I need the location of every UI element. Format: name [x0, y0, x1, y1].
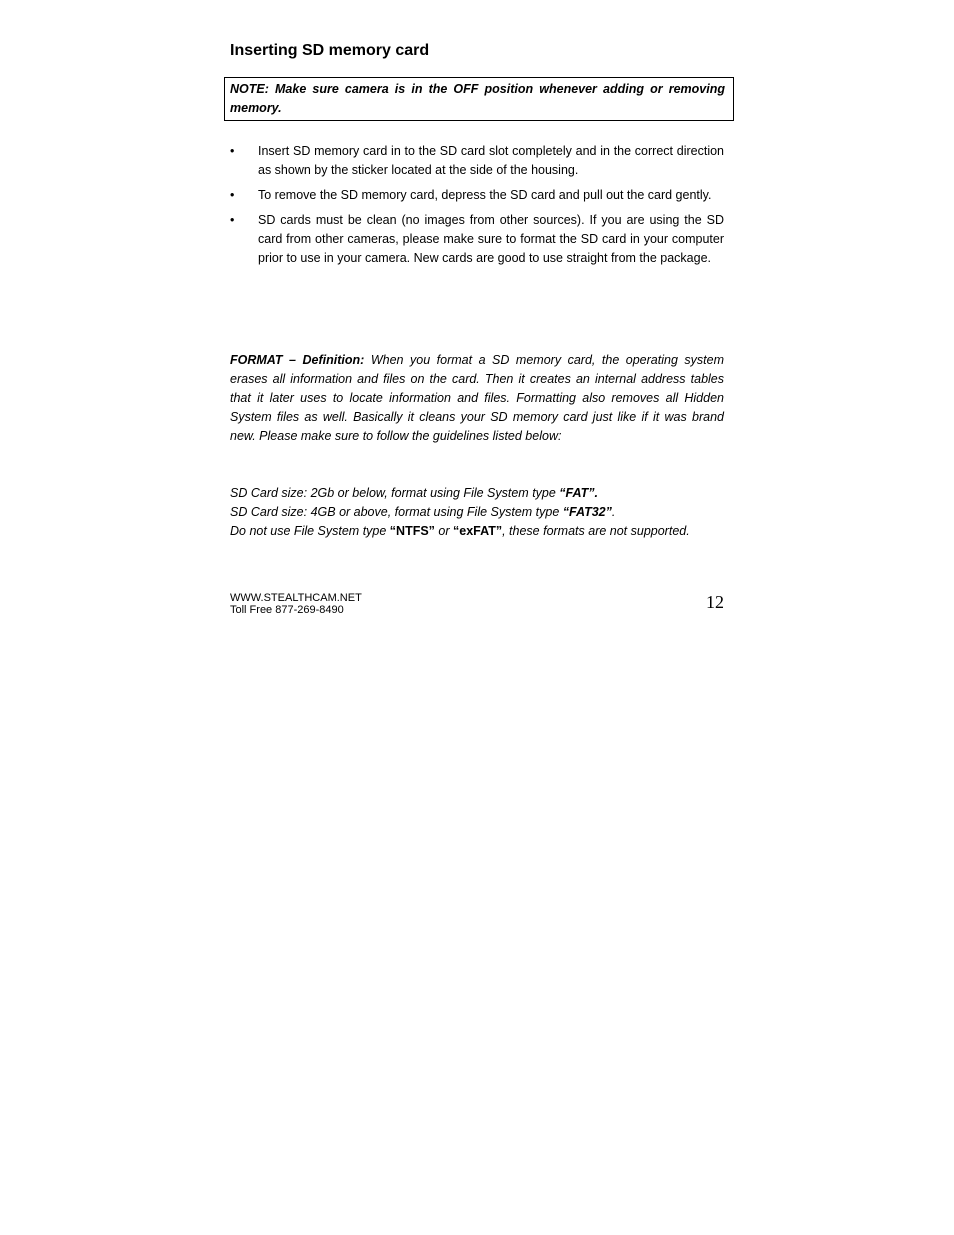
list-item [230, 211, 724, 268]
list-item [230, 142, 724, 180]
footer-contact [230, 592, 362, 616]
sd-size-line-fat32-value: “FAT32” [562, 505, 612, 519]
format-definition-body: When you format a SD memory card, the operating system erases all information and files on the card. Then it creates an internal address tables that it later uses to locate information and files. Formatting also removes all Hidden System files as well. Basically it cleans your SD memory card just like if it was brand new. Please make sure to follow the guidelines listed below: [230, 353, 724, 443]
bullet-icon: • [230, 213, 235, 227]
sd-size-guidelines [230, 484, 724, 541]
unsupported-start: Do not use File System type [230, 524, 390, 538]
footer-phone: Toll Free 877-269-8490 [230, 604, 344, 616]
list-item [230, 186, 724, 205]
footer-website: WWW.STEALTHCAM.NET [230, 592, 362, 604]
format-definition-lead: FORMAT – Definition: [230, 353, 365, 367]
sd-size-line-fat32-end: . [611, 505, 616, 519]
unsupported-end: , these formats are not supported. [502, 524, 690, 538]
bullet-list [230, 142, 724, 274]
bullet-icon: • [230, 144, 235, 158]
page-number: 12 [706, 592, 724, 612]
format-definition [230, 351, 724, 446]
note-box: NOTE: Make sure camera is in the OFF position whenever adding or removing memory. [224, 77, 734, 121]
page-title: Inserting SD memory card [230, 42, 430, 59]
bullet-icon: • [230, 188, 235, 202]
sd-size-line-fat32-text: SD Card size: 4GB or above, format using File System type [230, 505, 563, 519]
unsupported-ntfs: “NTFS” [389, 524, 435, 538]
sd-size-line-fat [230, 484, 724, 503]
list-item-text: Insert SD memory card in to the SD card slot completely and in the correct direction as shown by the sticker located at the side of the housing. [258, 144, 724, 177]
list-item-text: To remove the SD memory card, depress the SD card and pull out the card gently. [258, 188, 712, 202]
sd-size-line-fat32 [230, 503, 724, 522]
sd-size-line-fat-text: SD Card size: 2Gb or below, format using File System type [230, 486, 560, 500]
unsupported-exfat: “exFAT” [453, 524, 503, 538]
list-item-text: SD cards must be clean (no images from other sources). If you are using the SD card from other cameras, please make sure to format the SD card in your computer prior to use in your camera. New cards are good to use straight from the package. [258, 213, 724, 265]
unsupported-or: or [434, 524, 453, 538]
sd-size-line-fat-value: “FAT”. [559, 486, 598, 500]
sd-size-line-unsupported [230, 522, 724, 541]
